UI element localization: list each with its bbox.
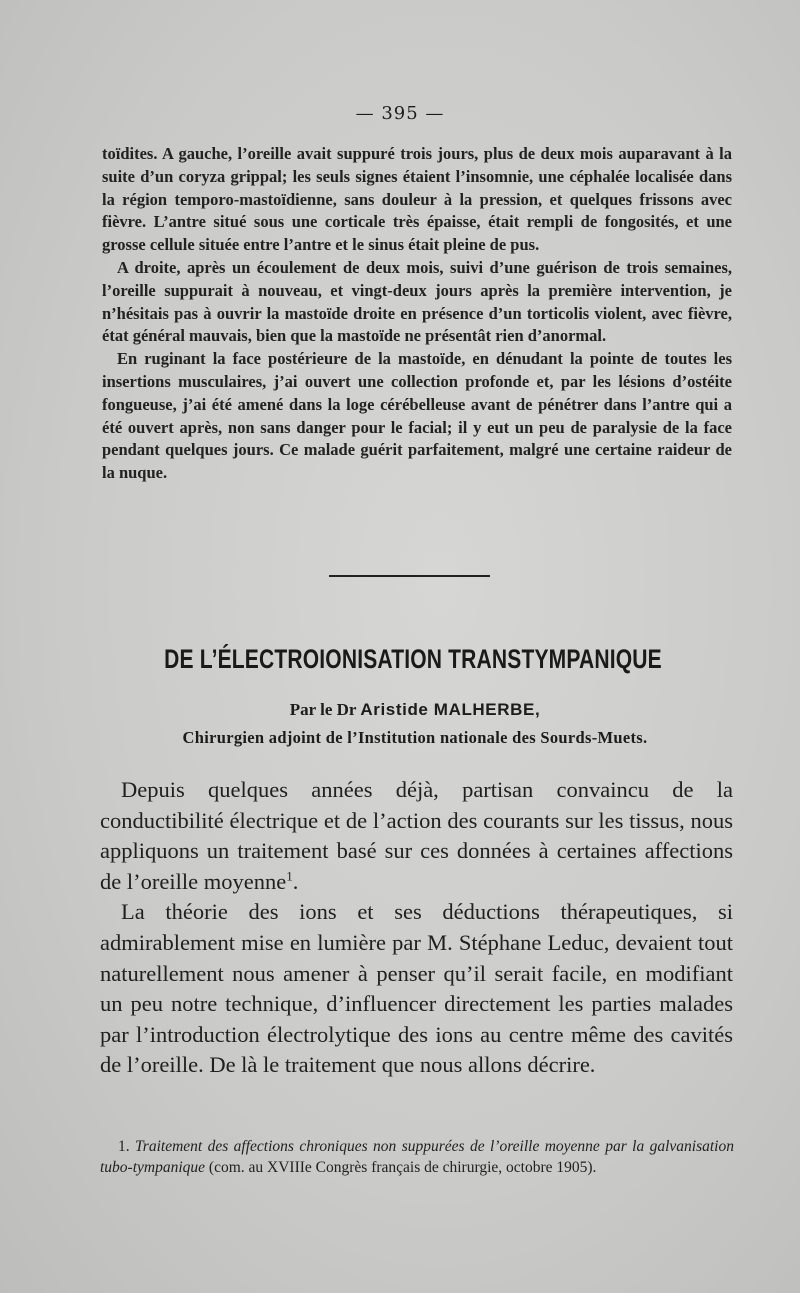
section-divider (329, 575, 490, 577)
article-body (100, 775, 733, 1081)
body-paragraph-text: Depuis quelques années déjà, partisan convaincu de la conductibilité électrique et de l’action des courants sur les tissus, nous appliquons un traitement basé sur ces données à certaines affections de l’oreille moyenne (100, 777, 733, 894)
footnote-reference: 1 (286, 868, 293, 884)
body-paragraph (100, 775, 733, 897)
footnote-citation: (com. au XVIIIe Congrès français de chirurgie, octobre 1905). (205, 1159, 597, 1176)
author-name: Aristide MALHERBE, (360, 700, 541, 719)
continuation-text (102, 143, 732, 485)
page-number: — 395 — (355, 103, 445, 124)
footnote-cited-title: Traitement des affections chroniques non suppurées de l’oreille moyenne par la galvanisation tubo-tympanique (100, 1138, 734, 1176)
byline (0, 700, 800, 720)
body-paragraph-end: . (292, 868, 299, 894)
continuation-paragraph: En ruginant la face postérieure de la mastoïde, en dénudant la pointe de toutes les insertions musculaires, j’ai ouvert une collection profonde et, par les lésions d’ostéite fongueuse, j’ai été amené dans la loge cérébelleuse avant de pénétrer dans l’antre qui a été ouvert après, non sans danger pour le facial; il y eut un peu de paralysie de la face pendant quelques jours. Ce malade guérit parfaitement, malgré une certaine raideur de la nuque. (102, 349, 732, 483)
footnote-number: 1. (118, 1138, 136, 1155)
continuation-paragraph: A droite, après un écoulement de deux mois, suivi d’une guérison de trois semaines, l’oreille suppurait à nouveau, et vingt-deux jours après la première intervention, je n’hésitais pas à ouvrir la mastoïde droite en présence d’un torticolis violent, avec fièvre, état général mauvais, bien que la mastoïde ne présentât rien d’anormal. (102, 257, 732, 346)
footnote (100, 1136, 734, 1178)
continuation-paragraph: toïdites. A gauche, l’oreille avait suppuré trois jours, plus de deux mois auparavant à la suite d’un coryza grippal; les seuls signes étaient l’insomnie, une céphalée localisée dans la région temporo-mastoïdienne, sans douleur à la pression, et quelques frissons avec fièvre. L’antre situé sous une corticale très épaisse, était rempli de fongosités, et une grosse cellule située entre l’antre et le sinus était pleine de pus. (102, 144, 732, 255)
author-affiliation: Chirurgien adjoint de l’Institution nationale des Sourds-Muets. (182, 728, 648, 747)
byline-prefix: Par le Dr (289, 700, 361, 719)
article-title: DE L’ÉLECTROIONISATION TRANSTYMPANIQUE (164, 644, 662, 674)
body-paragraph: La théorie des ions et ses déductions thérapeutiques, si admirablement mise en lumière par M. Stéphane Leduc, devaient tout naturellement nous amener à penser qu’il serait facile, en modifiant un peu notre technique, d’influencer directement les parties malades par l’introduction électrolytique des ions au centre même des cavités de l’oreille. De là le traitement que nous allons décrire. (100, 899, 733, 1078)
